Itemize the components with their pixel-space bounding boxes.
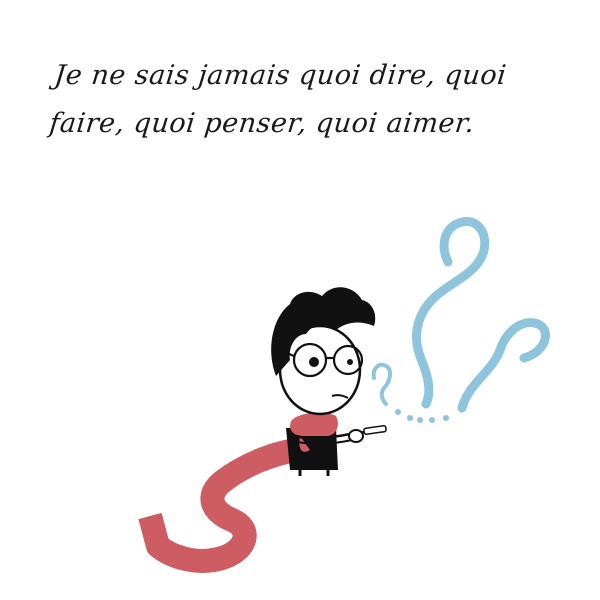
large-question-mark (417, 221, 485, 404)
scarf-wrap (290, 413, 338, 436)
right-question-mark (462, 323, 546, 408)
right-eye (347, 359, 353, 365)
left-eye (309, 357, 319, 367)
scarf-trail (150, 448, 310, 561)
chalk-stick (364, 425, 387, 434)
small-question-mark (374, 365, 390, 404)
character (271, 287, 386, 476)
question-mark-dots (395, 409, 449, 423)
caption-text: Je ne sais jamais quoi dire, quoi faire, quoi penser, quoi aimer. (47, 60, 509, 139)
